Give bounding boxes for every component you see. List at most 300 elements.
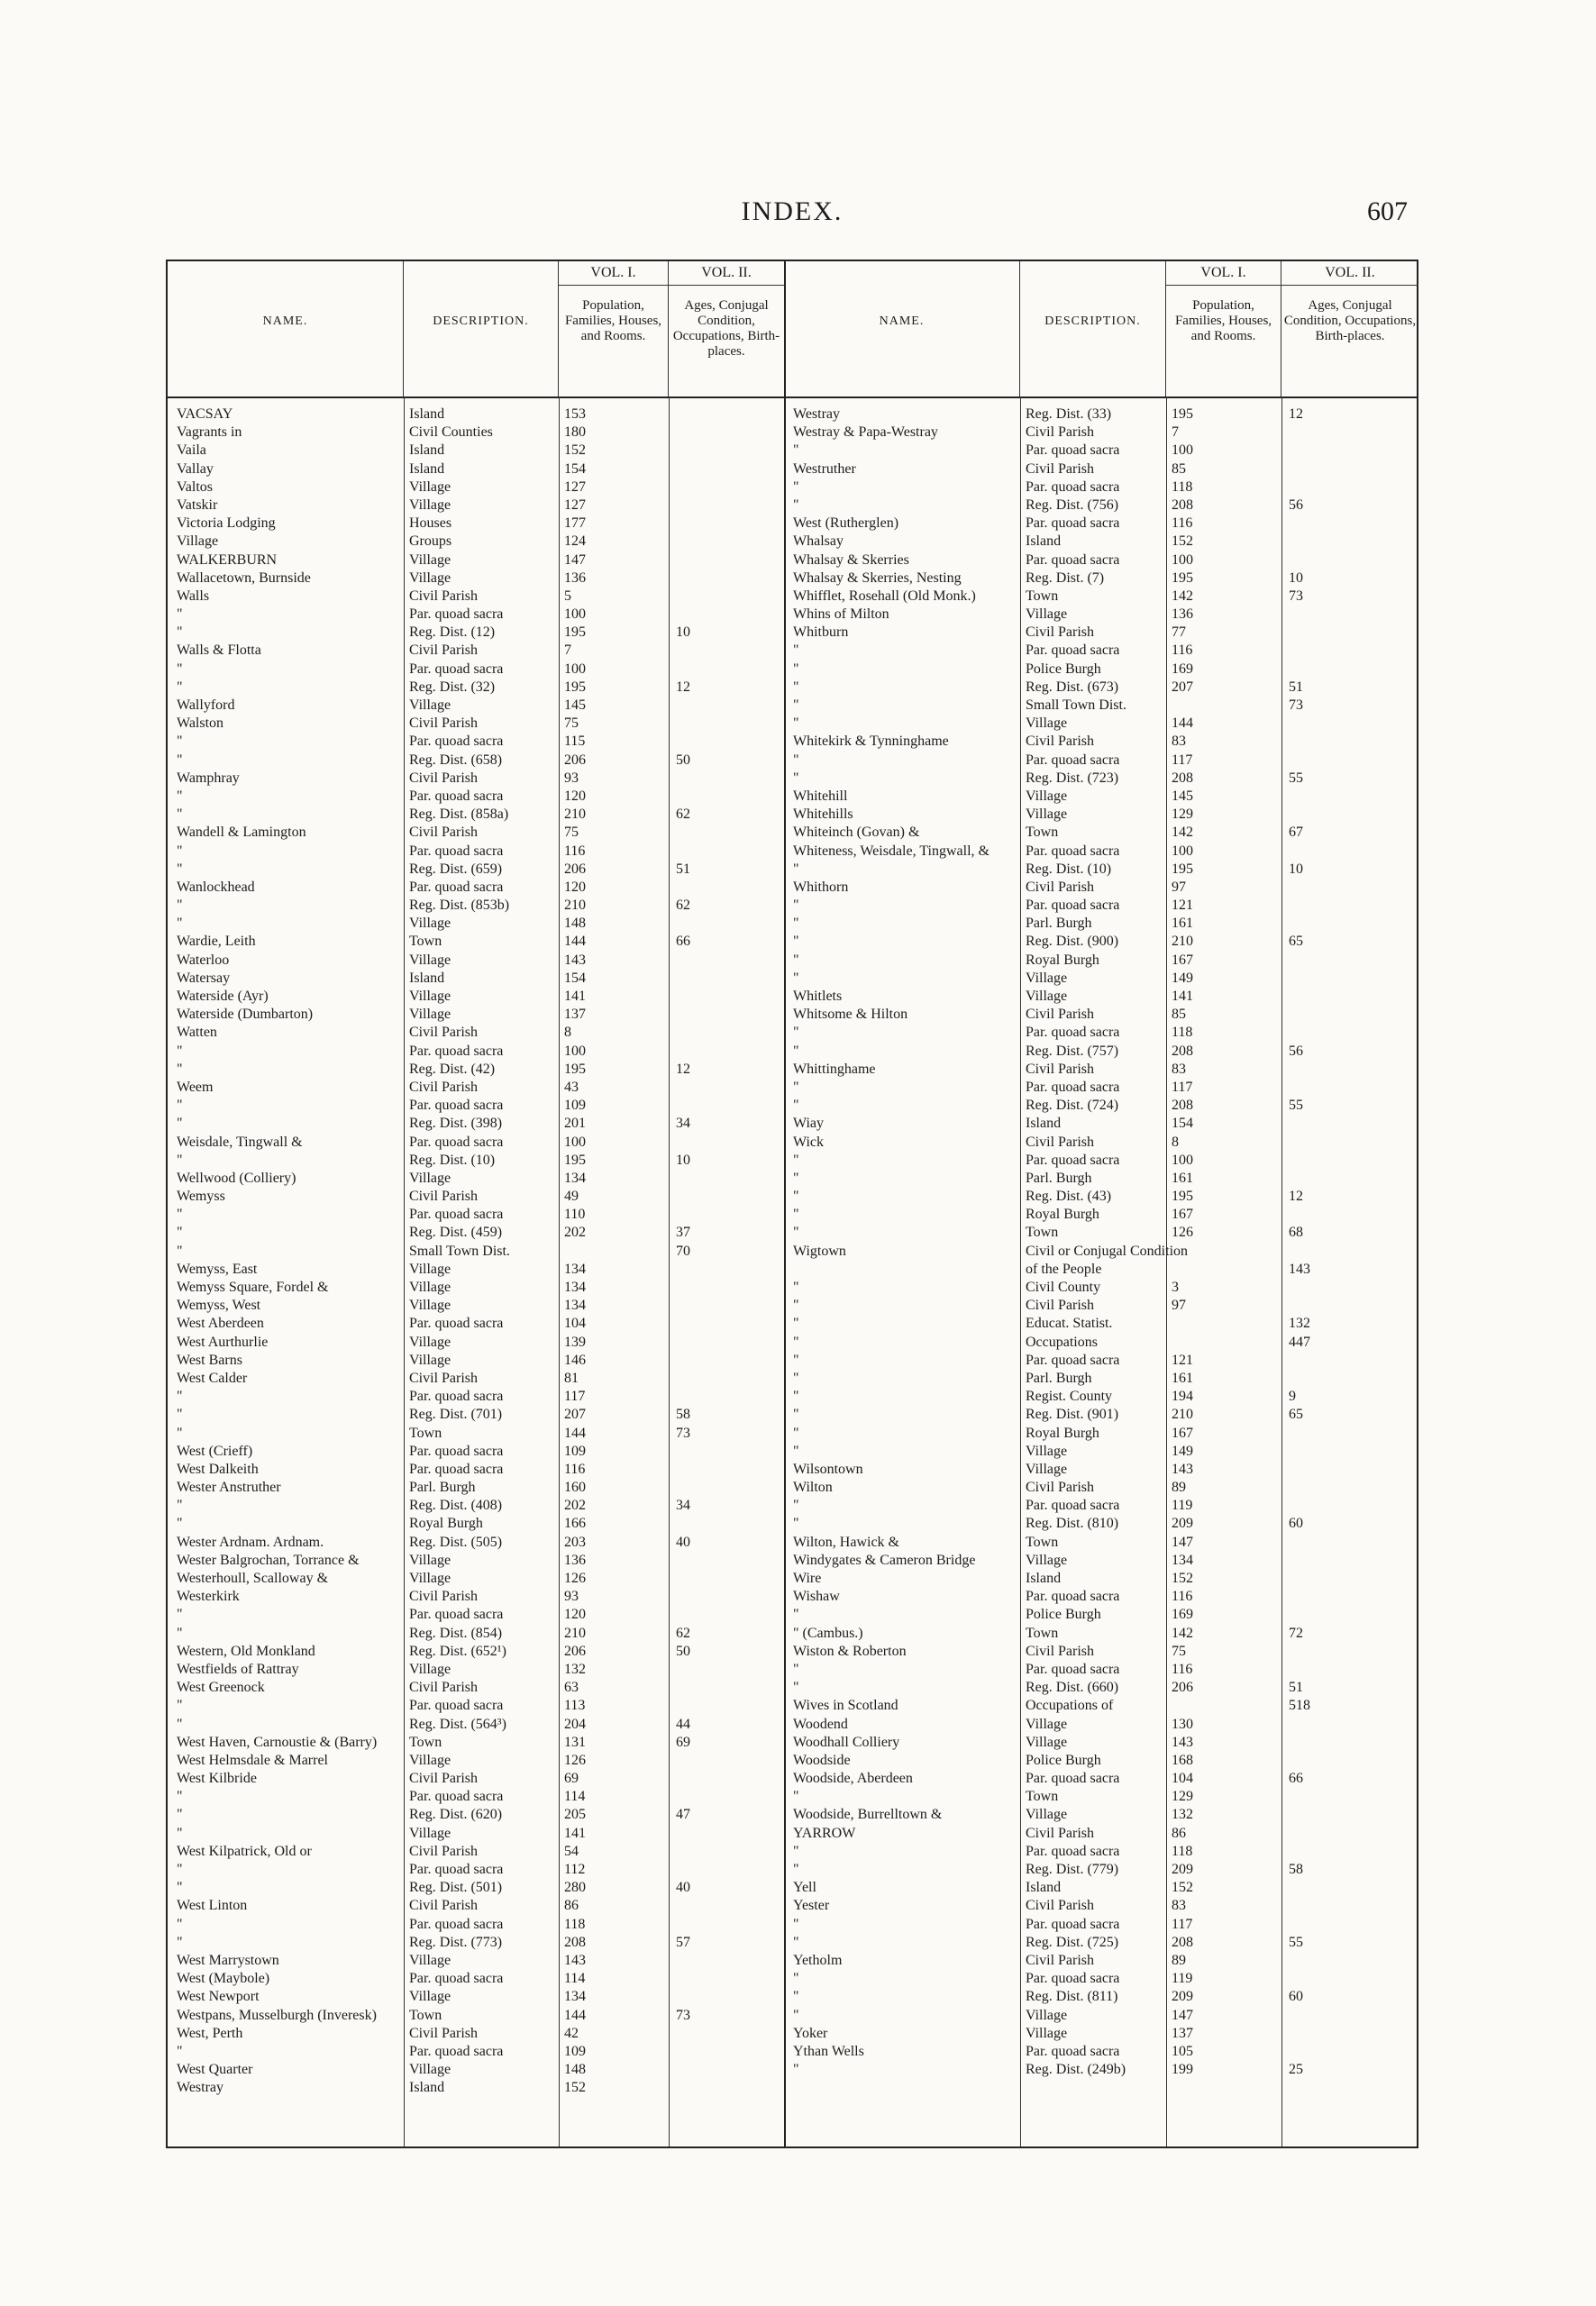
table-row xyxy=(784,1570,1418,1588)
table-row xyxy=(784,1388,1418,1406)
table-row xyxy=(168,2079,784,2097)
entry-vol1: 152 xyxy=(564,442,586,459)
table-row xyxy=(168,624,784,642)
entry-name: " xyxy=(177,624,183,641)
table-row xyxy=(784,1988,1418,2006)
table-row xyxy=(784,1934,1418,1952)
entry-name: " xyxy=(177,1152,183,1168)
entry-vol1: 42 xyxy=(564,2025,579,2041)
entry-vol2: 56 xyxy=(1289,1043,1303,1059)
entry-name: Wester Anstruther xyxy=(177,1480,281,1496)
entry-vol1: 148 xyxy=(564,2062,586,2078)
entry-name: Wigtown xyxy=(793,1243,846,1259)
entry-description: Par. quoad sacra xyxy=(409,1971,504,1987)
entry-vol2: 447 xyxy=(1289,1334,1310,1350)
table-row xyxy=(168,806,784,824)
entry-description: Reg. Dist. (773) xyxy=(409,1934,503,1950)
entry-vol2: 62 xyxy=(676,1625,690,1641)
table-row xyxy=(168,1461,784,1479)
entry-name: Whalsay & Skerries, Nesting xyxy=(793,570,962,586)
entry-vol2: 518 xyxy=(1289,1698,1310,1714)
entry-vol1: 124 xyxy=(564,533,586,550)
table-row xyxy=(168,1625,784,1643)
entry-name: " xyxy=(177,1807,183,1823)
table-row xyxy=(784,588,1418,606)
entry-vol1: 109 xyxy=(564,1098,586,1114)
table-row xyxy=(168,1770,784,1788)
table-row xyxy=(784,1352,1418,1370)
entry-description: Reg. Dist. (756) xyxy=(1026,497,1119,513)
entry-name: " xyxy=(793,479,799,495)
entry-description: Police Burgh xyxy=(1026,1752,1101,1768)
table-row xyxy=(168,1188,784,1206)
entry-name: " xyxy=(793,1352,799,1368)
entry-description: Civil Parish xyxy=(409,715,479,732)
entry-vol2: 66 xyxy=(1289,1771,1303,1787)
entry-description: Reg. Dist. (43) xyxy=(1026,1189,1112,1205)
table-row xyxy=(784,988,1418,1006)
entry-description: of the People xyxy=(1026,1261,1102,1277)
table-row xyxy=(168,1061,784,1079)
entry-vol1: 132 xyxy=(564,1661,586,1677)
entry-description: Parl. Burgh xyxy=(1026,916,1092,932)
table-row xyxy=(168,715,784,733)
entry-vol1: 134 xyxy=(1172,1552,1193,1568)
entry-vol1: 144 xyxy=(564,934,586,950)
entry-vol1: 180 xyxy=(564,424,586,441)
entry-name: Vagrants in xyxy=(177,424,242,441)
table-row xyxy=(168,1297,784,1315)
entry-description: Par. quoad sacra xyxy=(1026,843,1120,859)
table-row xyxy=(784,1279,1418,1297)
entry-vol2: 47 xyxy=(676,1807,690,1823)
entry-name: West Quarter xyxy=(177,2062,253,2078)
entry-vol1: 109 xyxy=(564,1443,586,1459)
entry-description: Civil Parish xyxy=(409,2025,479,2041)
entry-name: " xyxy=(793,1207,799,1223)
entry-description: Royal Burgh xyxy=(1026,1207,1099,1223)
table-row xyxy=(784,1152,1418,1170)
entry-description: Town xyxy=(409,2007,442,2023)
entry-vol1: 136 xyxy=(564,570,586,586)
entry-name: Whifflet, Rosehall (Old Monk.) xyxy=(793,588,976,604)
entry-vol2: 50 xyxy=(676,752,690,768)
entry-vol1: 100 xyxy=(564,1043,586,1059)
entry-name: Westray xyxy=(177,2080,224,2096)
entry-name: Wilton, Hawick & xyxy=(793,1534,899,1550)
table-row xyxy=(168,1097,784,1115)
entry-description: Par. quoad sacra xyxy=(1026,1843,1120,1859)
entry-name: " xyxy=(793,1789,799,1805)
entry-vol1: 195 xyxy=(1172,1189,1193,1205)
entry-description: Village xyxy=(1026,807,1068,823)
table-row xyxy=(784,1370,1418,1388)
entry-name: " xyxy=(177,1207,183,1223)
table-row xyxy=(784,861,1418,879)
table-row xyxy=(168,1825,784,1843)
table-row xyxy=(168,1134,784,1152)
entry-name: " xyxy=(793,1425,799,1441)
entry-name: " xyxy=(793,661,799,677)
entry-vol1: 5 xyxy=(564,588,571,604)
entry-description: Village xyxy=(409,697,451,713)
entry-name: " xyxy=(793,1370,799,1386)
entry-name: Whithorn xyxy=(793,879,849,895)
table-row xyxy=(784,1606,1418,1624)
table-row xyxy=(784,551,1418,570)
entry-vol1: 166 xyxy=(564,1516,586,1532)
entry-vol2: 12 xyxy=(1289,1189,1303,1205)
entry-description: Par. quoad sacra xyxy=(1026,1661,1120,1677)
entry-name: " xyxy=(177,679,183,695)
entry-vol1: 89 xyxy=(1172,1952,1186,1968)
entry-vol1: 7 xyxy=(1172,424,1179,441)
header-vol2-sub: Ages, Conjugal Condition, Occupations, Birth-places. xyxy=(1283,298,1417,343)
table-row xyxy=(784,788,1418,806)
entry-vol2: 62 xyxy=(676,807,690,823)
entry-description: Par. quoad sacra xyxy=(409,2043,504,2059)
entry-description: Village xyxy=(1026,715,1068,732)
table-row xyxy=(168,1479,784,1497)
table-row xyxy=(784,424,1418,442)
entry-name: " xyxy=(793,1189,799,1205)
table-row xyxy=(168,570,784,588)
entry-vol1: 127 xyxy=(564,497,586,513)
entry-vol2: 55 xyxy=(1289,1934,1303,1950)
table-row xyxy=(784,1806,1418,1824)
entry-name: " xyxy=(793,916,799,932)
entry-name: West Barns xyxy=(177,1352,242,1368)
entry-description: Civil Parish xyxy=(1026,424,1095,441)
entry-description: Par. quoad sacra xyxy=(409,1389,504,1405)
table-row xyxy=(784,1879,1418,1897)
entry-name: " xyxy=(793,2007,799,2023)
entry-name: Vallay xyxy=(177,460,214,477)
entry-vol1: 126 xyxy=(564,1752,586,1768)
entry-vol1: 100 xyxy=(564,606,586,623)
entry-name: " xyxy=(177,898,183,914)
entry-vol1: 210 xyxy=(564,1625,586,1641)
entry-name: " xyxy=(177,1407,183,1423)
entry-vol1: 143 xyxy=(564,952,586,968)
entry-description: Town xyxy=(1026,1225,1059,1241)
entry-vol1: 144 xyxy=(1172,715,1193,732)
entry-description: Civil Parish xyxy=(1026,1643,1095,1659)
entry-vol1: 210 xyxy=(1172,934,1193,950)
entry-vol1: 110 xyxy=(564,1207,586,1223)
entry-description: Village xyxy=(1026,1443,1068,1459)
entry-vol1: 93 xyxy=(564,1589,579,1605)
entry-vol2: 58 xyxy=(676,1407,690,1423)
entry-name: West Kilbride xyxy=(177,1771,257,1787)
entry-vol1: 129 xyxy=(1172,807,1193,823)
entry-vol1: 169 xyxy=(1172,661,1193,677)
entry-name: Whitekirk & Tynninghame xyxy=(793,734,949,750)
entry-description: Village xyxy=(409,551,451,568)
table-row xyxy=(784,406,1418,424)
entry-vol1: 7 xyxy=(564,643,571,659)
entry-name: Walston xyxy=(177,715,224,732)
table-row xyxy=(168,788,784,806)
entry-description: Village xyxy=(1026,1734,1068,1750)
table-row xyxy=(784,1024,1418,1042)
entry-description: Reg. Dist. (701) xyxy=(409,1407,503,1423)
entry-description: Civil Parish xyxy=(1026,1952,1095,1968)
entry-name: " xyxy=(793,1916,799,1932)
entry-vol1: 153 xyxy=(564,406,586,422)
entry-name: " xyxy=(793,1989,799,2005)
table-row xyxy=(168,1497,784,1515)
entry-description: Civil or Conjugal Condition xyxy=(1026,1243,1189,1259)
entry-description: Occupations xyxy=(1026,1334,1098,1350)
table-row xyxy=(168,479,784,497)
table-row xyxy=(784,442,1418,460)
table-row xyxy=(784,570,1418,588)
table-row xyxy=(168,1716,784,1734)
entry-name: Wemyss xyxy=(177,1189,225,1205)
table-row xyxy=(168,679,784,697)
entry-description: Town xyxy=(1026,1534,1059,1550)
entry-description: Island xyxy=(409,970,445,986)
entry-vol1: 143 xyxy=(1172,1734,1193,1750)
entry-vol1: 109 xyxy=(564,2043,586,2059)
entry-description: Houses xyxy=(409,515,452,532)
entry-description: Par. quoad sacra xyxy=(409,1789,504,1805)
table-row xyxy=(168,933,784,951)
entry-name: Whalsay xyxy=(793,533,844,550)
entry-vol1: 93 xyxy=(564,770,579,786)
entry-description: Village xyxy=(1026,1807,1068,1823)
entry-vol2: 9 xyxy=(1289,1389,1296,1405)
entry-vol1: 81 xyxy=(564,1370,579,1386)
entry-description: Par. quoad sacra xyxy=(409,661,504,677)
table-row xyxy=(168,897,784,915)
entry-description: Reg. Dist. (725) xyxy=(1026,1934,1119,1950)
entry-vol1: 147 xyxy=(564,551,586,568)
table-row xyxy=(168,861,784,879)
entry-vol1: 208 xyxy=(1172,1043,1193,1059)
entry-vol2: 10 xyxy=(676,1152,690,1168)
entry-vol1: 143 xyxy=(564,1952,586,1968)
entry-vol1: 207 xyxy=(1172,679,1193,695)
entry-description: Civil Parish xyxy=(1026,1007,1095,1023)
entry-vol2: 65 xyxy=(1289,934,1303,950)
entry-vol2: 12 xyxy=(676,1061,690,1077)
entry-vol2: 12 xyxy=(1289,406,1303,422)
entry-description: Reg. Dist. (673) xyxy=(1026,679,1119,695)
entry-description: Par. quoad sacra xyxy=(1026,1079,1120,1095)
entry-description: Civil Parish xyxy=(409,1843,479,1859)
entry-description: Par. quoad sacra xyxy=(1026,643,1120,659)
table-row xyxy=(168,1952,784,1970)
entry-name: " xyxy=(793,934,799,950)
entry-name: " xyxy=(177,1225,183,1241)
entry-vol2: 132 xyxy=(1289,1316,1310,1332)
table-row xyxy=(168,1588,784,1606)
entry-vol1: 141 xyxy=(564,989,586,1004)
table-row xyxy=(168,1370,784,1388)
table-row xyxy=(784,1716,1418,1734)
entry-vol1: 203 xyxy=(564,1534,586,1550)
entry-vol1: 100 xyxy=(1172,442,1193,459)
entry-vol1: 195 xyxy=(1172,406,1193,422)
table-row xyxy=(784,824,1418,842)
table-row xyxy=(168,988,784,1006)
entry-vol2: 58 xyxy=(1289,1862,1303,1877)
entry-description: Reg. Dist. (858a) xyxy=(409,807,509,823)
entry-vol1: 152 xyxy=(1172,1880,1193,1896)
table-row xyxy=(784,533,1418,551)
entry-description: Reg. Dist. (408) xyxy=(409,1498,503,1514)
entry-description: Town xyxy=(409,1734,442,1750)
entry-vol1: 195 xyxy=(564,1061,586,1077)
entry-description: Par. quoad sacra xyxy=(409,1461,504,1477)
table-header-left xyxy=(168,261,784,398)
entry-description: Par. quoad sacra xyxy=(1026,1771,1120,1787)
table-row xyxy=(784,1861,1418,1879)
entry-description: Reg. Dist. (10) xyxy=(409,1152,496,1168)
entry-name: " xyxy=(177,1934,183,1950)
entry-name: Woodend xyxy=(793,1716,848,1732)
table-row xyxy=(784,1625,1418,1643)
entry-description: Reg. Dist. (757) xyxy=(1026,1043,1119,1059)
entry-vol1: 144 xyxy=(564,2007,586,2023)
entry-description: Reg. Dist. (779) xyxy=(1026,1862,1119,1877)
entry-name: Westfields of Rattray xyxy=(177,1661,299,1677)
table-row xyxy=(168,952,784,970)
entry-name: Woodside xyxy=(793,1752,851,1768)
entry-name: Wallacetown, Burnside xyxy=(177,570,311,586)
table-row xyxy=(168,642,784,660)
entry-vol1: 77 xyxy=(1172,624,1186,641)
entry-vol1: 208 xyxy=(564,1934,586,1950)
entry-description: Village xyxy=(409,1298,451,1314)
entry-description: Village xyxy=(1026,2007,1068,2023)
entry-vol1: 136 xyxy=(564,1552,586,1568)
entry-vol2: 60 xyxy=(1289,1516,1303,1532)
entry-name: Wiay xyxy=(793,1116,825,1132)
entry-name: " xyxy=(793,861,799,877)
table-row xyxy=(784,770,1418,788)
table-row xyxy=(168,1152,784,1170)
entry-vol1: 116 xyxy=(1172,515,1193,532)
entry-vol1: 131 xyxy=(564,1734,586,1750)
entry-name: West (Maybole) xyxy=(177,1971,270,1987)
entry-description: Village xyxy=(409,1007,451,1023)
entry-name: Wiston & Roberton xyxy=(793,1643,907,1659)
entry-name: Wallyford xyxy=(177,697,235,713)
entry-description: Island xyxy=(1026,1571,1062,1586)
entry-description: Civil Parish xyxy=(1026,1298,1095,1314)
entry-description: Civil Parish xyxy=(409,1025,479,1041)
entry-name: " xyxy=(177,1498,183,1514)
table-row xyxy=(168,1570,784,1588)
entry-vol1: 177 xyxy=(564,515,586,532)
entry-name: Woodside, Aberdeen xyxy=(793,1771,913,1787)
entry-description: Reg. Dist. (249b) xyxy=(1026,2062,1126,2078)
table-row xyxy=(168,1988,784,2006)
header-vol2-title: VOL. II. xyxy=(669,261,784,286)
table-row xyxy=(168,1916,784,1934)
table-row xyxy=(784,497,1418,515)
entry-vol2: 65 xyxy=(1289,1407,1303,1423)
table-row xyxy=(168,1315,784,1333)
entry-vol1: 126 xyxy=(564,1571,586,1586)
entry-name: " xyxy=(177,1243,183,1259)
table-row xyxy=(784,1043,1418,1061)
entry-description: Civil Counties xyxy=(409,424,493,441)
header-vol1 xyxy=(559,261,669,396)
table-row xyxy=(784,1134,1418,1152)
entry-name: " xyxy=(177,807,183,823)
entry-vol1: 114 xyxy=(564,1971,586,1987)
entry-vol1: 195 xyxy=(564,1152,586,1168)
entry-vol1: 161 xyxy=(1172,916,1193,932)
entry-vol1: 169 xyxy=(1172,1607,1193,1623)
entry-name: Westerhoull, Scalloway & xyxy=(177,1571,329,1586)
table-row xyxy=(784,1406,1418,1424)
entry-vol1: 118 xyxy=(564,1916,586,1932)
entry-vol1: 209 xyxy=(1172,1516,1193,1532)
entry-vol1: 167 xyxy=(1172,1425,1193,1441)
entry-description: Village xyxy=(409,570,451,586)
table-row xyxy=(784,1952,1418,1970)
entry-name: " xyxy=(177,1789,183,1805)
entry-description: Par. quoad sacra xyxy=(1026,1589,1120,1605)
entry-vol1: 116 xyxy=(1172,1589,1193,1605)
table-row xyxy=(168,1024,784,1042)
entry-name: Woodside, Burrelltown & xyxy=(793,1807,943,1823)
table-row xyxy=(168,515,784,533)
entry-vol1: 83 xyxy=(1172,734,1186,750)
entry-vol1: 117 xyxy=(564,1389,586,1405)
entry-vol1: 89 xyxy=(1172,1480,1186,1496)
entry-vol2: 60 xyxy=(1289,1989,1303,2005)
table-row xyxy=(168,1879,784,1897)
entry-vol1: 134 xyxy=(564,1261,586,1277)
table-row xyxy=(784,479,1418,497)
entry-vol1: 199 xyxy=(1172,2062,1193,2078)
entry-description: Reg. Dist. (660) xyxy=(1026,1680,1119,1696)
entry-description: Civil Parish xyxy=(409,1898,479,1914)
header-vol1-title: VOL. I. xyxy=(559,261,668,286)
index-table-right-half xyxy=(784,261,1418,2146)
entry-vol2: 25 xyxy=(1289,2062,1303,2078)
entry-name: " xyxy=(793,1298,799,1314)
entry-vol1: 100 xyxy=(1172,551,1193,568)
table-row xyxy=(168,752,784,770)
entry-name: Wire xyxy=(793,1571,822,1586)
entry-name: " xyxy=(793,1152,799,1168)
entry-vol1: 86 xyxy=(564,1898,579,1914)
table-row xyxy=(784,606,1418,624)
table-row xyxy=(168,1861,784,1879)
table-row xyxy=(784,1679,1418,1697)
entry-name: " xyxy=(793,1079,799,1095)
table-row xyxy=(784,1770,1418,1788)
entry-name: Walls xyxy=(177,588,210,604)
entry-name: Whitburn xyxy=(793,624,849,641)
entry-name: Whitehills xyxy=(793,807,853,823)
entry-vol1: 105 xyxy=(1172,2043,1193,2059)
entry-name: " xyxy=(177,661,183,677)
entry-name: " xyxy=(177,1061,183,1077)
entry-description: Island xyxy=(409,2080,445,2096)
entry-name: " (Cambus.) xyxy=(793,1625,863,1641)
entry-name: Wick xyxy=(793,1134,825,1150)
table-row xyxy=(784,1461,1418,1479)
entry-vol1: 152 xyxy=(1172,1571,1193,1586)
